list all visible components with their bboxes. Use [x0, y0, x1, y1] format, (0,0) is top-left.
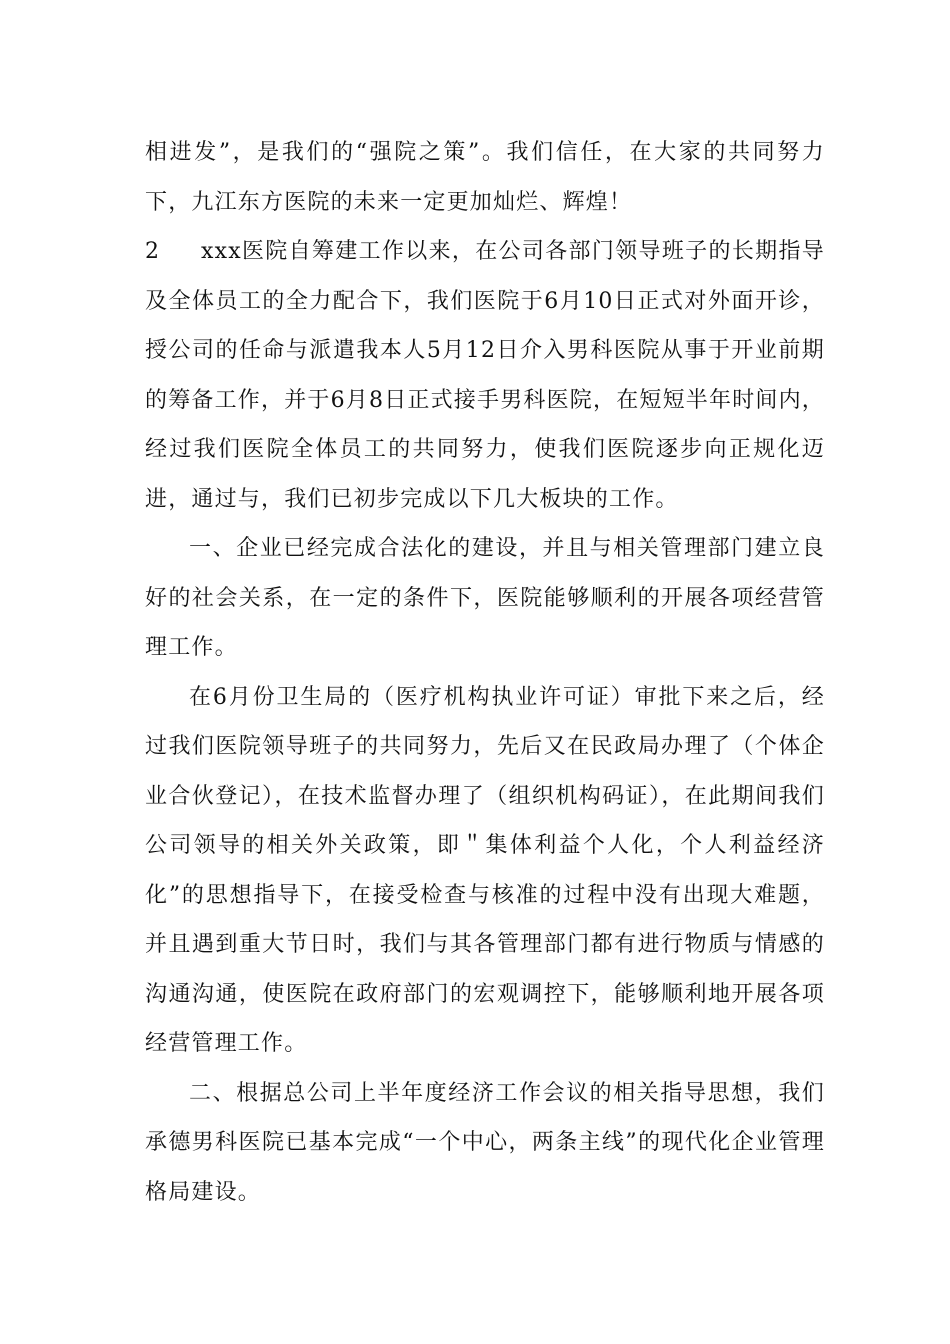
document-body	[145, 128, 825, 1217]
paragraph-3	[145, 524, 825, 673]
paragraph-3-text: 一、企业已经完成合法化的建设，并且与相关管理部门建立良好的社会关系，在一定的条件下，医院能够顺利的开展各项经营管理工作。	[145, 536, 825, 660]
paragraph-2	[145, 227, 825, 524]
paragraph-2-text: xxx医院自筹建工作以来，在公司各部门领导班子的长期指导及全体员工的全力配合下，我们医院于6月10日正式对外面开诊，授公司的任命与派遣我本人5月12日介入男科医院从事于开业前期的筹备工作，并于6月8日正式接手男科医院，在短短半年时间内，经过我们医院全体员工的共同努力，使我们医院逐步向正规化迈进，通过与，我们已初步完成以下几大板块的工作。	[145, 239, 825, 512]
paragraph-5	[145, 1069, 825, 1218]
paragraph-4-text: 在6月份卫生局的（医疗机构执业许可证）审批下来之后，经过我们医院领导班子的共同努力，先后又在民政局办理了（个体企业合伙登记），在技术监督办理了（组织机构码证），在此期间我们公司领导的相关外关政策，即＂集体利益个人化，个人利益经济化”的思想指导下，在接受检查与核准的过程中没有出现大难题，并且遇到重大节日时，我们与其各管理部门都有进行物质与情感的沟通沟通，使医院在政府部门的宏观调控下，能够顺利地开展各项经营管理工作。	[145, 684, 825, 1056]
paragraph-4	[145, 673, 825, 1069]
paragraph-5-text: 二、根据总公司上半年度经济工作会议的相关指导思想，我们承德男科医院已基本完成“一个中心，两条主线”的现代化企业管理格局建设。	[145, 1080, 825, 1205]
paragraph-1-text: 相进发”，是我们的“强院之策”。我们信任，在大家的共同努力下，九江东方医院的未来一定更加灿烂、辉煌！	[145, 140, 825, 215]
paragraph-1	[145, 128, 825, 227]
paragraph-2-number: 2	[145, 239, 161, 264]
